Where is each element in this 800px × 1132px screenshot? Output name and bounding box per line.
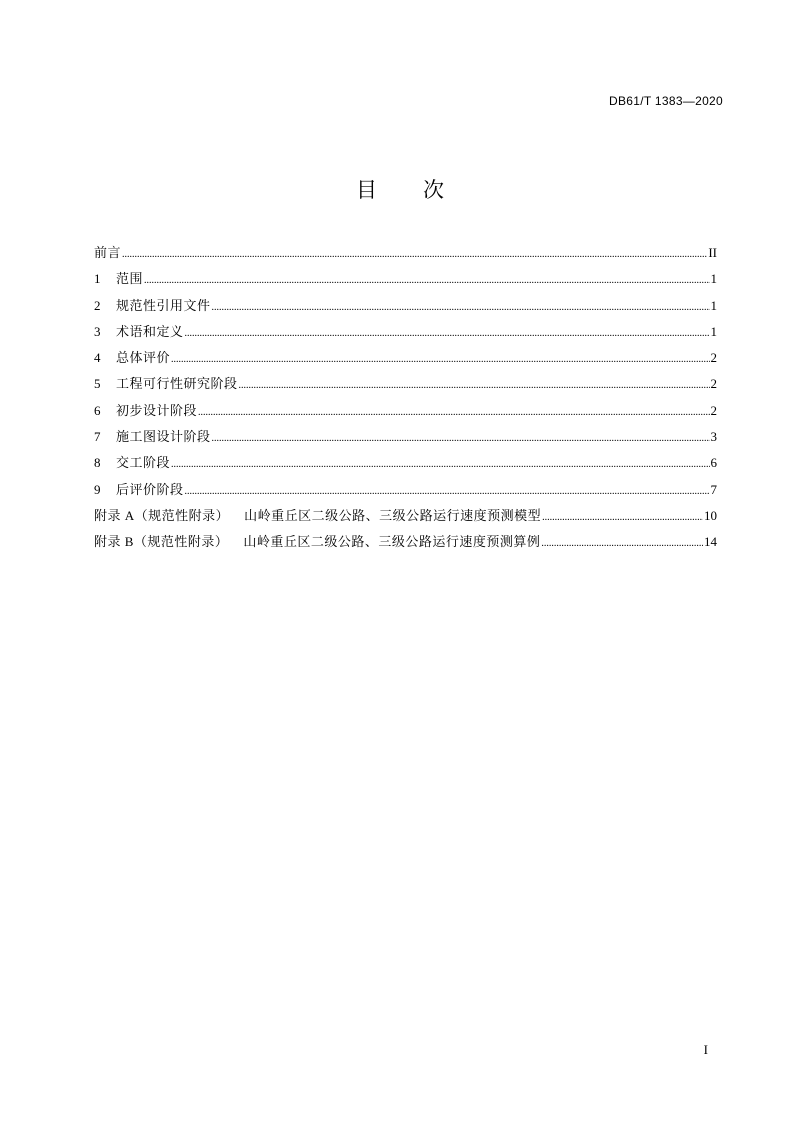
toc-entry-2[interactable]	[94, 293, 717, 319]
toc-entry-8[interactable]	[94, 450, 717, 476]
toc-entry-3[interactable]	[94, 319, 717, 345]
toc-page: 3	[710, 429, 717, 445]
toc-page: II	[708, 245, 717, 260]
toc-leader-dots	[542, 503, 703, 531]
toc-page: 2	[710, 350, 717, 366]
toc-leader-dots	[541, 529, 703, 557]
toc-label: 术语和定义	[116, 323, 184, 339]
toc-label: 总体评价	[116, 350, 171, 366]
toc-leader-dots	[239, 371, 710, 399]
toc-entry-9[interactable]	[94, 477, 717, 503]
toc-page: 2	[710, 402, 717, 418]
toc-label: 后评价阶段	[116, 481, 184, 497]
page-title	[0, 174, 800, 204]
document-code: DB61/T 1383—2020	[609, 94, 723, 108]
toc-entry-6[interactable]	[94, 398, 717, 424]
toc-leader-dots	[185, 319, 710, 347]
toc-entry-7[interactable]	[94, 424, 717, 450]
toc-label: 交工阶段	[116, 455, 171, 471]
toc-number: 9	[94, 481, 101, 497]
toc-number: 1	[94, 271, 101, 287]
toc-leader-dots	[185, 477, 710, 505]
toc-label: 施工图设计阶段	[116, 429, 211, 445]
toc-leader-dots	[122, 240, 707, 268]
toc-entry-1[interactable]	[94, 266, 717, 292]
toc-number: 3	[94, 323, 101, 339]
toc-number: 7	[94, 429, 101, 445]
title-char-2: 次	[423, 178, 444, 202]
toc-entry-5[interactable]	[94, 371, 717, 397]
toc-leader-dots	[171, 450, 709, 478]
toc-page: 1	[710, 297, 717, 313]
table-of-contents	[94, 240, 717, 556]
toc-entry-foreword[interactable]	[94, 240, 717, 266]
toc-leader-dots	[212, 293, 710, 321]
toc-leader-dots	[198, 398, 709, 426]
toc-number: 2	[94, 297, 101, 313]
toc-label: 规范性引用文件	[116, 297, 211, 313]
toc-number: 8	[94, 455, 101, 471]
toc-leader-dots	[171, 345, 709, 373]
toc-page: 14	[704, 534, 717, 550]
page-number: I	[703, 1042, 708, 1057]
toc-entry-appendix-a[interactable]	[94, 503, 717, 529]
toc-entry-appendix-b[interactable]	[94, 529, 717, 555]
toc-label: 工程可行性研究阶段	[116, 376, 238, 392]
toc-page: 6	[710, 455, 717, 471]
toc-number: 6	[94, 402, 101, 418]
toc-page: 10	[704, 507, 717, 523]
toc-entry-4[interactable]	[94, 345, 717, 371]
toc-label: 范围	[116, 271, 144, 287]
toc-leader-dots	[212, 424, 710, 452]
title-char-1: 目	[356, 178, 377, 202]
toc-number: 4	[94, 350, 101, 366]
toc-page: 1	[710, 323, 717, 339]
toc-page: 7	[710, 481, 717, 497]
toc-number: 5	[94, 376, 101, 392]
toc-label: 前言	[94, 245, 122, 260]
toc-label: 附录 A（规范性附录） 山岭重丘区二级公路、三级公路运行速度预测模型	[94, 507, 542, 523]
toc-label: 附录 B（规范性附录） 山岭重丘区二级公路、三级公路运行速度预测算例	[94, 534, 541, 550]
toc-page: 1	[710, 271, 717, 287]
toc-label: 初步设计阶段	[116, 402, 198, 418]
toc-page: 2	[710, 376, 717, 392]
toc-leader-dots	[144, 266, 709, 294]
